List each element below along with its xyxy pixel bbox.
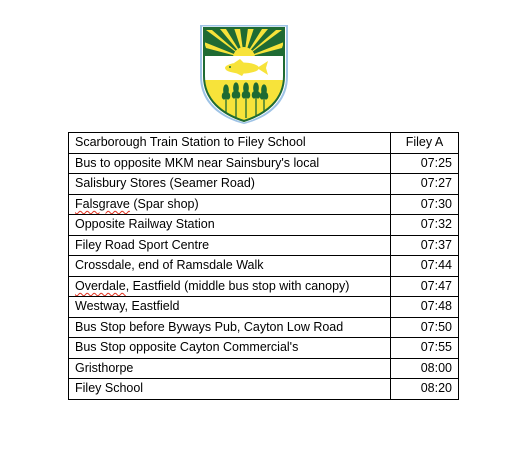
stop-name: Salisbury Stores (Seamer Road) — [69, 174, 391, 195]
stop-time: 07:47 — [391, 276, 459, 297]
stop-time: 07:32 — [391, 215, 459, 236]
table-row — [69, 174, 459, 195]
bus-timetable — [68, 132, 459, 400]
stop-name: Filey Road Sport Centre — [69, 235, 391, 256]
stop-time: 08:00 — [391, 358, 459, 379]
stop-name: Gristhorpe — [69, 358, 391, 379]
stop-time: 07:44 — [391, 256, 459, 277]
spellcheck-marked-word: Overdale — [75, 278, 126, 293]
stop-time: 07:37 — [391, 235, 459, 256]
table-row — [69, 235, 459, 256]
table-header-row — [69, 133, 459, 154]
table-row — [69, 256, 459, 277]
stop-name: Crossdale, end of Ramsdale Walk — [69, 256, 391, 277]
table-row — [69, 358, 459, 379]
table-row — [69, 215, 459, 236]
stop-name: Bus to opposite MKM near Sainsbury's local — [69, 153, 391, 174]
stop-time: 07:30 — [391, 194, 459, 215]
route-header: Scarborough Train Station to Filey School — [69, 133, 391, 154]
stop-name-rest: , Eastfield (middle bus stop with canopy) — [125, 278, 350, 293]
stop-name: Bus Stop opposite Cayton Commercial's — [69, 338, 391, 359]
table-row — [69, 194, 459, 215]
table-row — [69, 153, 459, 174]
table-row — [69, 276, 459, 297]
stop-time: 07:25 — [391, 153, 459, 174]
stop-name-rest: (Spar shop) — [129, 196, 199, 211]
stop-name — [69, 194, 391, 215]
spellcheck-marked-word: Falsgrave — [75, 196, 130, 211]
service-header: Filey A — [391, 133, 459, 154]
table-row — [69, 379, 459, 400]
stop-time: 07:27 — [391, 174, 459, 195]
stop-name — [69, 276, 391, 297]
stop-name: Westway, Eastfield — [69, 297, 391, 318]
stop-name: Filey School — [69, 379, 391, 400]
stop-name: Bus Stop before Byways Pub, Cayton Low Road — [69, 317, 391, 338]
stop-time: 07:48 — [391, 297, 459, 318]
school-crest-icon — [196, 24, 292, 124]
stop-name: Opposite Railway Station — [69, 215, 391, 236]
stop-time: 07:50 — [391, 317, 459, 338]
table-row — [69, 297, 459, 318]
table-row — [69, 338, 459, 359]
stop-time: 08:20 — [391, 379, 459, 400]
table-row — [69, 317, 459, 338]
stop-time: 07:55 — [391, 338, 459, 359]
